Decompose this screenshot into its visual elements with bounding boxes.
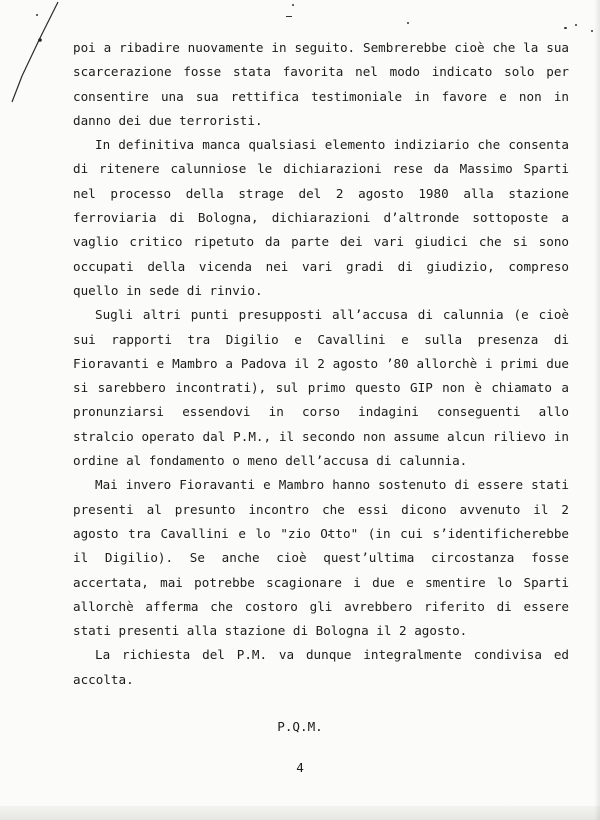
document-body <box>73 36 569 692</box>
paragraph-altri-punti: Sugli altri punti presupposti all’accusa di calunnia (e cioè sui rapporti tra Digilio e Cavallini e sulla presenza di Fioravanti e Mambro a Padova il 2 agosto ’80 allorchè i primi due si sarebbero incontrati), sul primo questo GIP non è chiamato a pronunziarsi essendovi in corso indagini conseguenti allo stralcio operato dal P.M., il secondo non assume alcun rilievo in ordine al fondamento o meno dell’accusa di calunnia. <box>73 307 569 469</box>
scan-speck <box>292 4 294 6</box>
scan-edge-right <box>594 0 600 820</box>
paragraph-definitiva: In definitiva manca qualsiasi elemento indiziario che consenta di ritenere calunniose le dichiarazioni rese da Massimo Sparti nel processo della strage del 2 agosto 1980 alla stazione ferroviaria di Bologna, dichiarazioni d’altronde sottoposte a vaglio critico ripetuto da parte dei vari giudici che si sono occupati della vicenda nei vari gradi di giudizio, compreso quello in sede di rinvio. <box>73 137 569 298</box>
scan-speck <box>564 27 567 29</box>
scan-speck <box>591 30 593 32</box>
paragraph-mai-invero: Mai invero Fioravanti e Mambro hanno sostenuto di essere stati presenti al presunto incontro che essi dicono avvenuto il 2 agosto tra Cavallini e lo "zio Otto" (in cui s’identificherebbe il Digilio). Se anche cioè quest’ultima circostanza fosse accertata, mai potrebbe scagionare i due e smentire lo Sparti allorchè afferma che costoro gli avrebbero riferito di essere stati presenti alla stazione di Bologna il 2 agosto. <box>73 477 569 639</box>
page-number: 4 <box>296 760 304 775</box>
scan-edge-bottom <box>0 806 600 820</box>
paragraph-continuation: poi a ribadire nuovamente in seguito. Sembrerebbe cioè che la sua scarcerazione fosse stata favorita nel modo indicato solo per consentire una sua rettifica testimoniale in favore e non in danno dei due terroristi. <box>73 40 569 128</box>
margin-pen-stroke <box>0 0 70 110</box>
scan-speck <box>407 22 409 24</box>
paragraph-richiesta: La richiesta del P.M. va dunque integralmente condivisa ed accolta. <box>73 647 569 687</box>
scan-speck <box>575 24 577 26</box>
scan-speck <box>286 16 292 17</box>
scan-speck <box>36 14 38 16</box>
closing-pqm: P.Q.M. <box>277 719 323 734</box>
